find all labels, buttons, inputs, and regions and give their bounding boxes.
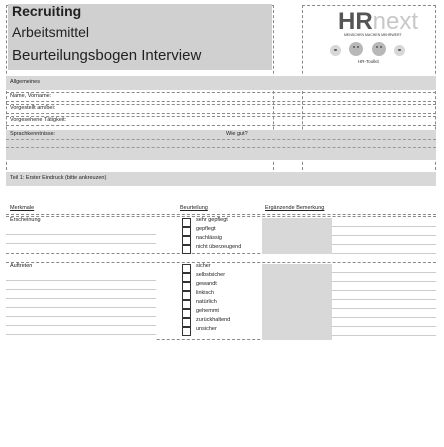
document-category: Recruiting [12, 3, 82, 19]
rating-checkbox[interactable] [182, 318, 191, 327]
rating-option: gehemmt [196, 308, 219, 314]
rating-option: natürlich [196, 299, 217, 305]
smiley-icon [330, 45, 341, 56]
general-title: Allgemeines [10, 79, 40, 85]
logo-footer: HR-Toolkit [358, 59, 379, 64]
rating-option: sehr gepflegt [196, 217, 228, 223]
rating-option: gepflegt [196, 226, 216, 232]
rating-checkbox[interactable] [182, 236, 191, 245]
remarks-box [262, 218, 332, 254]
remarks-lines [332, 218, 436, 254]
rating-option: nachlässig [196, 235, 222, 241]
col-criteria: Merkmale [10, 205, 35, 211]
language-label: Sprachkenntnisse: [10, 131, 56, 137]
general-header [6, 76, 436, 90]
language-block [6, 130, 436, 160]
rating-option: linkisch [196, 290, 215, 296]
rating-checkbox[interactable] [182, 264, 191, 273]
rating-checkbox[interactable] [182, 218, 191, 227]
page-title: Beurteilungsbogen Interview [12, 47, 202, 64]
applied-row [6, 104, 436, 114]
smiley-icon [394, 45, 405, 56]
col-remarks: Ergänzende Bemerkung [265, 205, 325, 211]
document-section: Arbeitsmittel [12, 24, 90, 40]
language-line [6, 147, 436, 148]
language-line [6, 139, 436, 140]
logo-hr: HR [338, 8, 373, 35]
rating-option: sicher [196, 263, 211, 269]
applied-label: Vorgestellt am/bei: [10, 105, 56, 111]
general-section [6, 76, 436, 166]
previous-row [6, 116, 436, 126]
logo-tagline: MENSCHEN MACHEN MEHRWERT [344, 33, 402, 37]
rating-checkbox[interactable] [182, 309, 191, 318]
table-header [6, 205, 436, 215]
criterion-label: Auftreten [10, 263, 33, 269]
smiley-icon [372, 42, 386, 56]
rating-checkbox[interactable] [182, 282, 191, 291]
part1-title: Teil 1: Erster Eindruck (bitte ankreuzen) [10, 175, 107, 181]
how-good-label: Wie gut? [226, 131, 248, 137]
rating-option: gewandt [196, 281, 217, 287]
criterion-lines [6, 226, 156, 252]
rating-checkbox[interactable] [182, 300, 191, 309]
previous-label: Vorgesehene Tätigkeit: [10, 117, 67, 123]
rating-checkbox[interactable] [182, 291, 191, 300]
remarks-lines [332, 264, 436, 340]
criterion-label: Erscheinung [10, 217, 41, 223]
rating-option: unsicher [196, 326, 217, 332]
rating-checkbox[interactable] [182, 273, 191, 282]
logo-next: next [372, 8, 419, 35]
rating-checkbox[interactable] [182, 327, 191, 336]
name-label: Name, Vorname: [10, 93, 52, 99]
rating-checkbox[interactable] [182, 227, 191, 236]
rating-option: nicht überzeugend [196, 244, 242, 250]
smiley-icon [349, 42, 363, 56]
rating-option: selbstsicher [196, 272, 226, 278]
remarks-box [262, 264, 332, 340]
rating-checkbox[interactable] [182, 245, 191, 254]
name-row [6, 92, 436, 102]
criterion-lines [6, 272, 156, 340]
rating-option: zurückhaltend [196, 317, 231, 323]
col-rating: Beurteilung [180, 205, 208, 211]
